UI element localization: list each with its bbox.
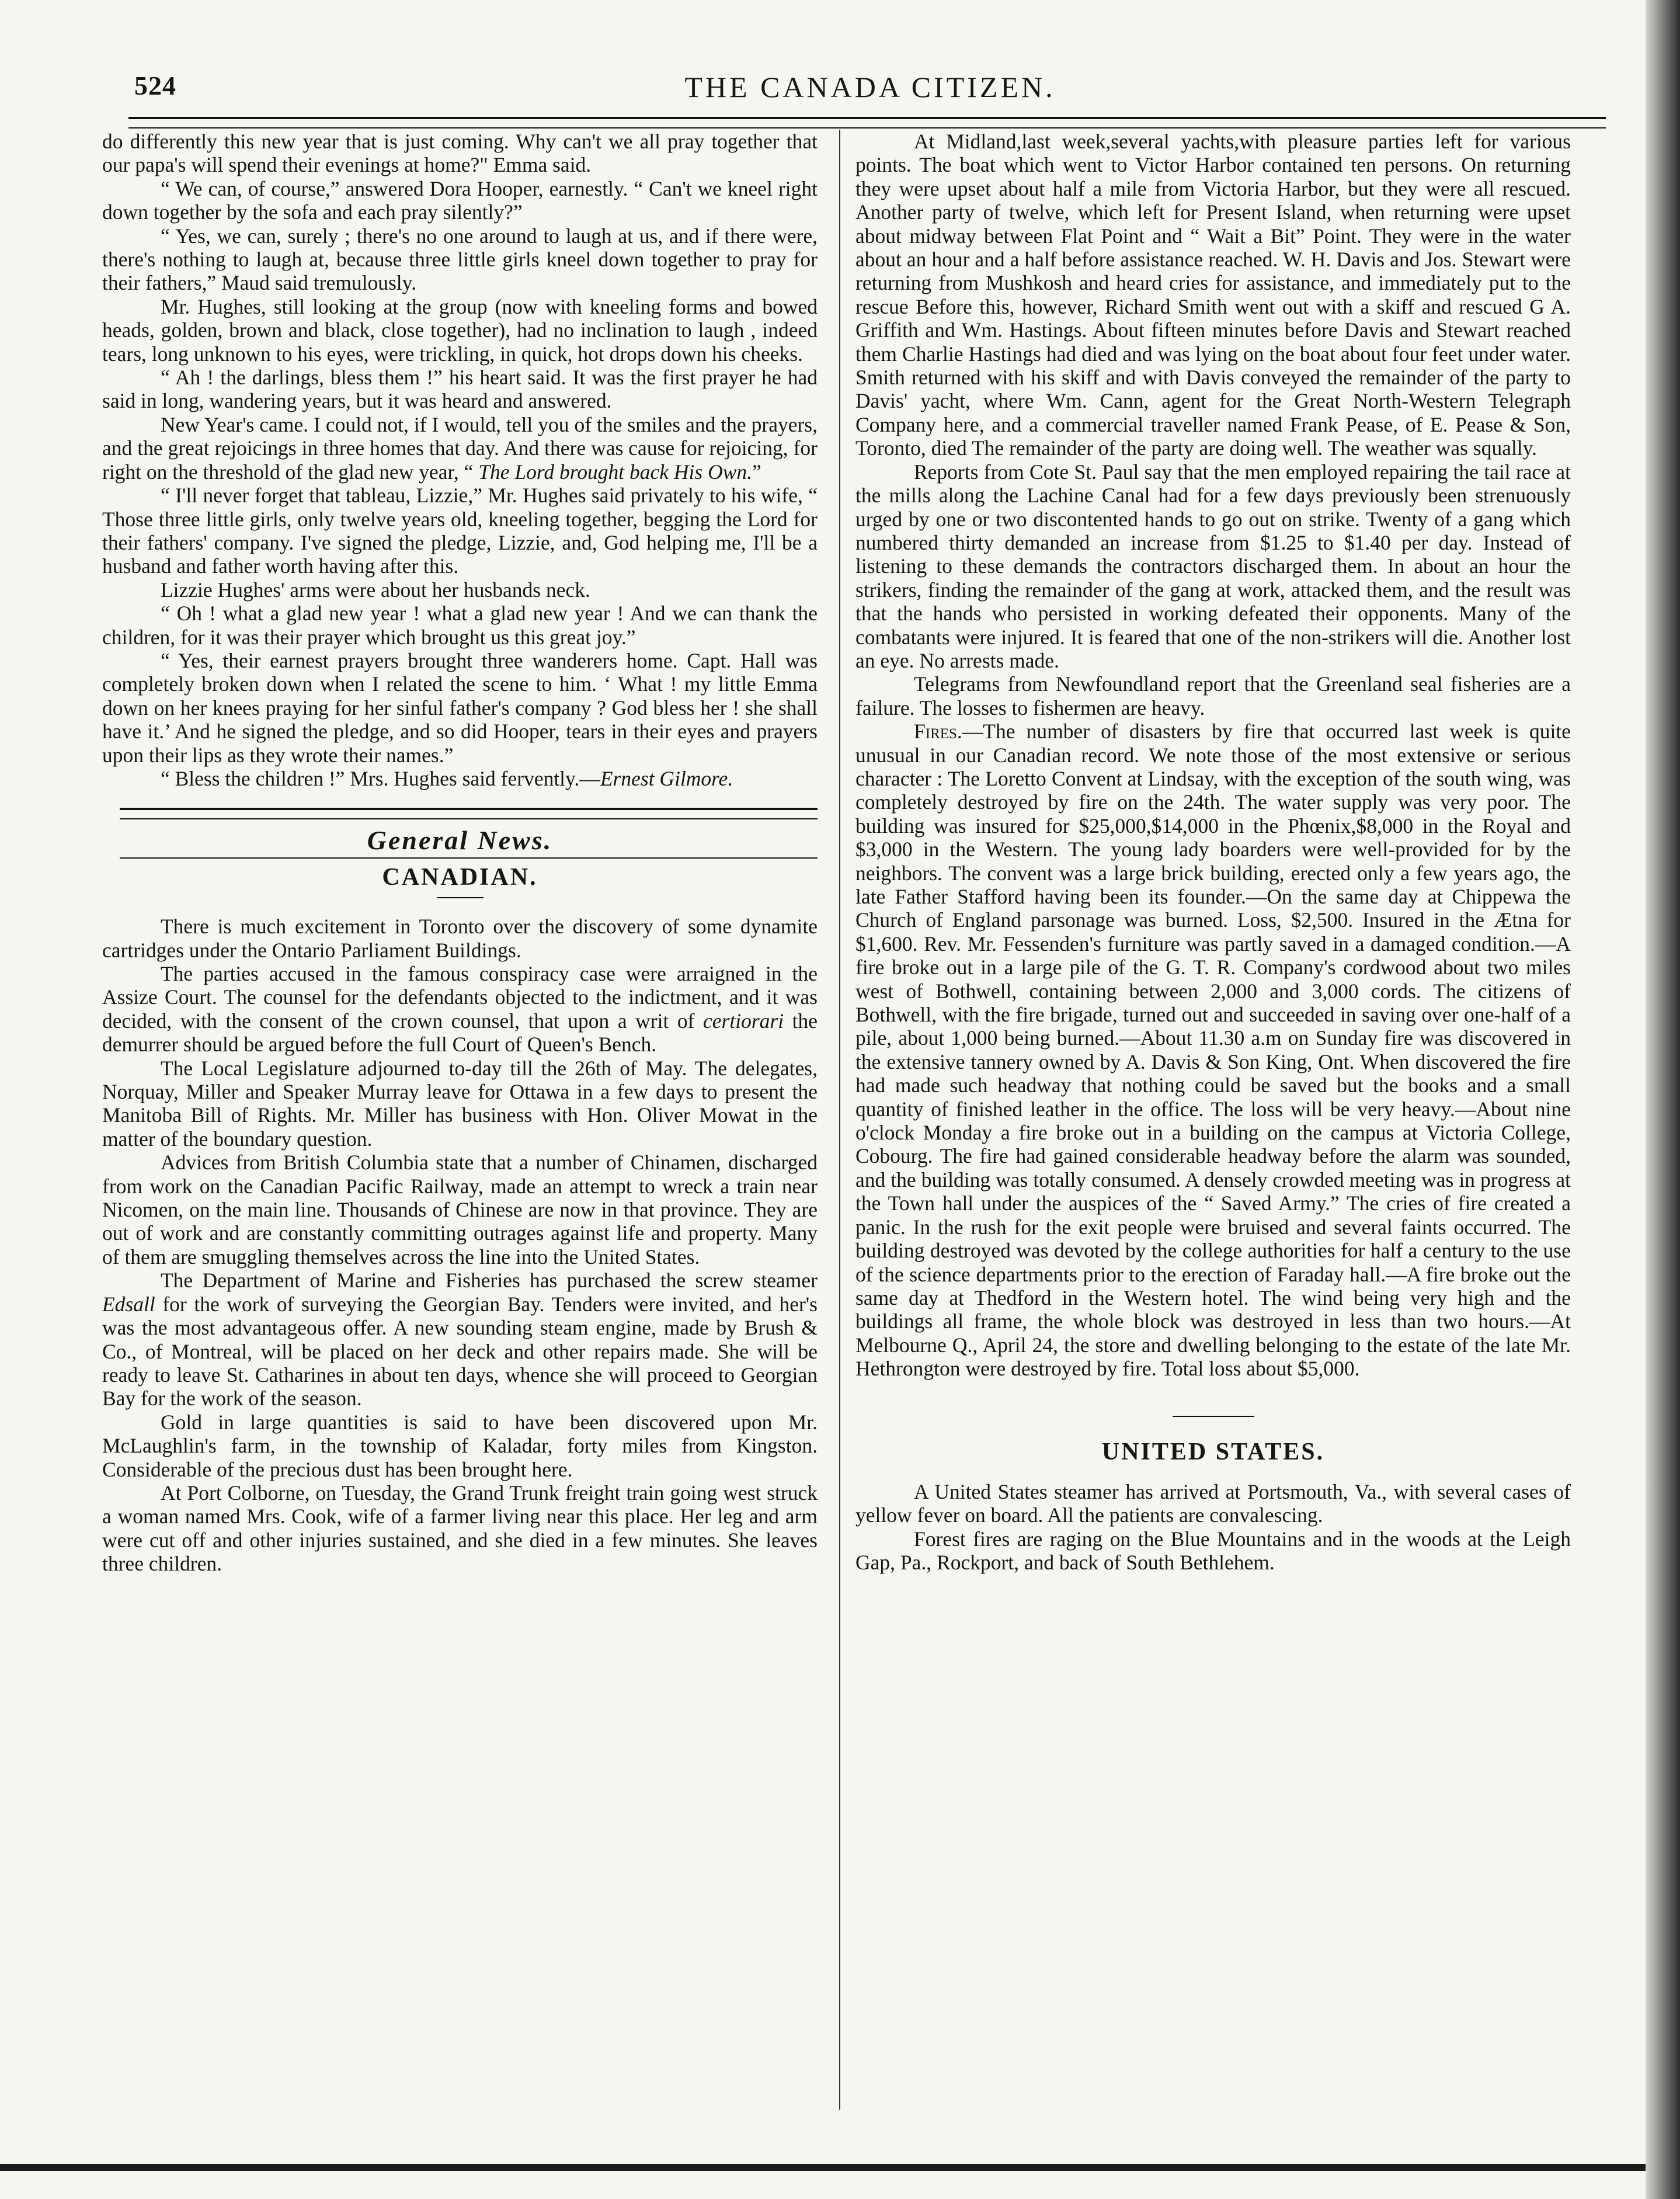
news-paragraph: Reports from Cote St. Paul say that the men employed repairing the tail race at the mills along the Lachine Canal had for a few days previously been strenuously urged by one or two discontented hands to go out on strike. Twenty of a gang which numbered thirty demanded an increase from $1.25 to $1.40 per day. Instead of listening to these demands the contractors discharged them. In about an hour the strikers, finding the remainder of the gang at work, attacked them, and the result was that the hands who persisted in working defeated their opponents. Many of the combatants were injured. It is feared that one of the non-strikers will die. Another lost an eye. No arrests made.	[855, 460, 1571, 672]
author-byline: Ernest Gilmore.	[600, 766, 733, 790]
header-rule	[128, 117, 1606, 128]
news-paragraph: At Port Colborne, on Tuesday, the Grand Trunk freight train going west struck a woman named Mrs. Cook, wife of a farmer living near this place. Her leg and arm were cut off and other injuries sustained, and she died in a few minutes. She leaves three children.	[102, 1481, 818, 1576]
bottom-border	[0, 2164, 1680, 2171]
right-column	[855, 130, 1571, 1575]
news-paragraph: The Local Legislature adjourned to-day till the 26th of May. The delegates, Norquay, Miller and Speaker Murray leave for Ottawa in a few days to present the Manitoba Bill of Rights. Mr. Miller has business with Hon. Oliver Mowat in the matter of the boundary question.	[102, 1056, 818, 1151]
story-paragraph: “ We can, of course,” answered Dora Hooper, earnestly. “ Can't we kneel right down together by the sofa and each pray silently?”	[102, 176, 818, 224]
story-paragraph: “ Yes, their earnest prayers brought three wanderers home. Capt. Hall was completely broken down when I related the scene to him. ‘ What ! my little Emma down on her knees praying for her sinful father's company ? God bless her ! she shall have it.’ And he signed the pledge, and so did Hooper, tears in their eyes and prayers upon their lips as they wrote their names.”	[102, 648, 818, 767]
news-paragraph: Forest fires are raging on the Blue Mountains and in the woods at the Leigh Gap, Pa., Rockport, and back of South Bethlehem.	[855, 1527, 1571, 1575]
news-paragraph: Telegrams from Newfoundland report that the Greenland seal fisheries are a failure. The losses to fishermen are heavy.	[855, 672, 1571, 720]
section-rule-thin	[120, 857, 818, 859]
canadian-heading: CANADIAN.	[382, 863, 538, 891]
news-paragraph: A United States steamer has arrived at Portsmouth, Va., with several cases of yellow fever on board. All the patients are convalescing.	[855, 1479, 1571, 1527]
scan-edge-shadow	[1646, 0, 1680, 2199]
fires-lead: Fires.	[914, 720, 962, 744]
news-paragraph: At Midland,last week,several yachts,with pleasure parties left for various points. The boat which went to Victor Harbor contained ten persons. On returning they were upset about half a mile from Victoria Harbor, but they were all rescued. Another party of twelve, which left for Present Island, when returning were upset about midway between Flat Point and “ Wait a Bit” Point. They were in the water about an hour and a half before assistance reached. W. H. Davis and Jos. Stewart were returning from Mushkosh and heard cries for assistance, and immediately put to the rescue Before this, however, Richard Smith went out with a skiff and rescued G A. Griffith and Wm. Hastings. About fifteen minutes before Davis and Stewart reached them Charlie Hastings had died and was lying on the boat about four feet under water. Smith returned with his skiff and with Davis conveyed the remainder of the party to Davis' yacht, where Wm. Cann, agent for the Great North-Western Telegraph Company here, and a commercial traveller named Frank Pease, of E. Pease & Son, Toronto, died The remainder of the party are doing well. The weather was squally.	[855, 130, 1571, 460]
story-paragraph: Lizzie Hughes' arms were about her husbands neck.	[161, 578, 590, 602]
short-rule	[1173, 1416, 1254, 1417]
italic-quote: The Lord brought back His Own.	[478, 460, 753, 484]
story-paragraph: New Year's came. I could not, if I would, tell you of the smiles and the prayers, and the great rejoicings in three homes that day. And there was cause for rejoicing, for right on the threshold of the glad new year, “ The Lord brought back His Own.”	[102, 412, 818, 484]
section-rule	[120, 808, 818, 819]
page-number: 524	[134, 71, 176, 100]
story-paragraph: “ Yes, we can, surely ; there's no one around to laugh at us, and if there were, there's nothing to laugh at, because three little girls kneel down together to pray for their fathers,” Maud said tremulously.	[102, 224, 818, 295]
united-states-heading: UNITED STATES.	[1101, 1438, 1325, 1465]
page-header	[134, 70, 1606, 117]
news-paragraph: Advices from British Columbia state that a number of Chinamen, discharged from work on the Canadian Pacific Railway, made an attempt to wreck a train near Nicomen, on the main line. Thousands of Chinese are now in that province. They are out of work and are constantly committing outrages against life and property. Many of them are smuggling themselves across the line into the United States.	[102, 1151, 818, 1269]
news-paragraph: Fires.—The number of disasters by fire that occurred last week is quite unusual in our Canadian record. We note those of the most extensive or serious character : The Loretto Convent at Lindsay, with the exception of the south wing, was completely destroyed by fire on the 24th. The water supply was very poor. The building was insured for $25,000,$14,000 in the Phœnix,$8,000 in the Royal and $3,000 in the Western. The young lady boarders were well-provided for by the neighbors. The convent was a large brick building, erected only a few years ago, the late Father Stafford having been its founder.—On the same day at Chippewa the Church of England parsonage was burned. Loss, $2,500. Insured in the Ætna for $1,600. Rev. Mr. Fessenden's furniture was partly saved in a damaged condition.—A fire broke out in a large pile of the G. T. R. Company's cordwood about two miles west of Bothwell, containing between 2,000 and 3,000 cords. The citizens of Bothwell, with the fire brigade, turned out and succeeded in saving over one-half of a pile, about 1,000 being burned.—About 11.30 a.m on Sunday fire was discovered in the extensive tannery owned by A. Davis & Son King, Ont. When discovered the fire had made such headway that nothing could be saved but the books and a small quantity of finished leather in the office. The loss will be very heavy.—About nine o'clock Monday a fire broke out in a building on the campus at Victoria College, Cobourg. The fire had gained considerable headway before the alarm was sounded, and the building was totally consumed. A densely crowded meeting was in progress at the Town hall under the auspices of the “ Saved Army.” The cries of fire created a panic. In the rush for the exit people were bruised and several faints occurred. The building destroyed was devoted by the college authorities for half a century to the use of the science departments prior to the erection of Faraday hall.—A fire broke out the same day at Thedford in the Western hotel. The wind being very high and the buildings all frame, the whole block was destroyed in less than two hours.—At Melbourne Q., April 24, the store and dwelling belonging to the estate of the late Mr. Hethrongton were destroyed by fire. Total loss about $5,000.	[855, 720, 1571, 1381]
story-paragraph: “ Ah ! the darlings, bless them !” his heart said. It was the first prayer he had said in long, wandering years, but it was heard and answered.	[102, 366, 818, 413]
story-paragraph: do differently this new year that is just coming. Why can't we all pray together that our papa's will spend their evenings at home?" Emma said.	[102, 130, 818, 177]
running-title: THE CANADA CITIZEN.	[684, 71, 1056, 103]
news-paragraph: Gold in large quantities is said to have been discovered upon Mr. McLaughlin's farm, in the township of Kaladar, forty miles from Kingston. Considerable of the precious dust has been brought here.	[102, 1410, 818, 1481]
news-paragraph: The parties accused in the famous conspiracy case were arraigned in the Assize Court. The counsel for the defendants objected to the indictment, and it was decided, with the consent of the crown counsel, that upon a writ of certiorari the demurrer should be argued before the full Court of Queen's Bench.	[102, 962, 818, 1057]
story-paragraph: Mr. Hughes, still looking at the group (now with kneeling forms and bowed heads, golden, brown and black, close together), had no inclination to laugh , indeed tears, long unknown to his eyes, were trickling, in quick, hot drops down his cheeks.	[102, 294, 818, 366]
section-title: General News.	[367, 825, 553, 856]
news-paragraph: There is much excitement in Toronto over the discovery of some dynamite cartridges under the Ontario Parliament Buildings.	[102, 915, 818, 962]
left-column	[102, 130, 818, 1576]
story-paragraph: “ Oh ! what a glad new year ! what a glad new year ! And we can thank the children, for it was their prayer which brought us this great joy.”	[102, 602, 818, 649]
story-paragraph: “ I'll never forget that tableau, Lizzie,” Mr. Hughes said privately to his wife, “ Those three little girls, only twelve years old, kneeling together, begging the Lord for their fathers' company. I've signed the pledge, Lizzie, and, God helping me, I'll be a husband and father worth having after this.	[102, 484, 818, 578]
news-paragraph: The Department of Marine and Fisheries has purchased the screw steamer Edsall for the work of surveying the Georgian Bay. Tenders were invited, and her's was the most advantageous offer. A new sounding steam engine, made by Brush & Co., of Montreal, will be placed on her deck and other repairs made. She will be ready to leave St. Catharines in about ten days, whence she will proceed to Georgian Bay for the work of the season.	[102, 1269, 818, 1411]
column-divider	[839, 130, 840, 2110]
short-rule	[437, 897, 484, 898]
story-paragraph: “ Bless the children !” Mrs. Hughes said fervently.—Ernest Gilmore.	[161, 766, 733, 790]
